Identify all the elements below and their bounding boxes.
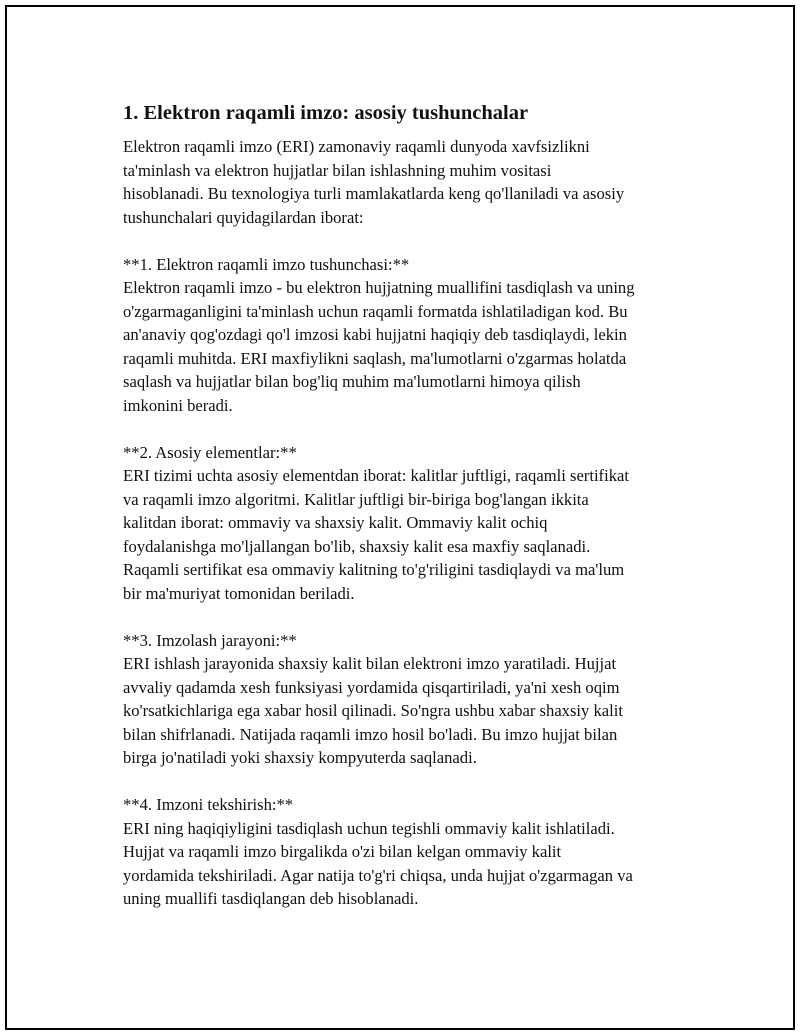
text-line: kalitdan iborat: ommaviy va shaxsiy kalit. Ommaviy kalit ochiq (123, 513, 548, 532)
text-line: o'zgarmaganligini ta'minlash uchun raqamli formatda ishlatiladigan kod. Bu (123, 301, 628, 321)
text-line: tushunchalari quyidagilardan iborat: (123, 207, 364, 227)
text-line: bilan shifrlanadi. Natijada raqamli imzo hosil bo'ladi. Bu imzo hujjat bilan (123, 724, 618, 744)
text-line: avvaliy qadamda xesh funksiyasi yordamida qisqartiriladi, ya'ni xesh oqim (123, 677, 620, 697)
text-line: an'anaviy qog'ozdagi qo'l imzosi kabi hujjatni haqiqiy deb tasdiqlaydi, lekin (123, 325, 627, 344)
section-heading: **3. Imzolash jarayoni:** (123, 630, 297, 650)
paragraph-gap (123, 417, 703, 441)
page-title: 1. Elektron raqamli imzo: asosiy tushunchalar (123, 102, 529, 124)
paragraph-gap (123, 605, 703, 629)
paragraph-gap (123, 229, 703, 253)
section-heading: **1. Elektron raqamli imzo tushunchasi:** (123, 254, 410, 274)
text-line: Raqamli sertifikat esa ommaviy kalitning to'g'riligini tasdiqlaydi va ma'lum (123, 560, 625, 579)
text-line: ko'rsatkichlariga ega xabar hosil qilinadi. So'ngra ushbu xabar shaxsiy kalit (123, 701, 623, 720)
text-line: imkonini beradi. (123, 395, 233, 415)
text-line: ERI ning haqiqiyligini tasdiqlash uchun tegishli ommaviy kalit ishlatiladi. (123, 818, 615, 838)
text-line: yordamida tekshiriladi. Agar natija to'g'ri chiqsa, unda hujjat o'zgarmagan va (123, 865, 633, 885)
text-line: ERI ishlash jarayonida shaxsiy kalit bilan elektroni imzo yaratiladi. Hujjat (123, 654, 617, 673)
text-line: ERI tizimi uchta asosiy elementdan iborat: kalitlar juftligi, raqamli sertifikat (123, 466, 629, 485)
section-4 (123, 793, 703, 911)
document-body (123, 100, 703, 911)
intro-paragraph (123, 135, 703, 253)
text-line: foydalanishga mo'ljallangan bo'lib, shaxsiy kalit esa maxfiy saqlanadi. (123, 536, 591, 556)
page-frame (5, 5, 795, 1030)
section-heading: **4. Imzoni tekshirish:** (123, 795, 294, 814)
text-line: bir ma'muriyat tomonidan beriladi. (123, 583, 355, 603)
text-line: hisoblanadi. Bu texnologiya turli mamlakatlarda keng qo'llaniladi va asosiy (123, 184, 625, 203)
text-line: uning muallifi tasdiqlangan deb hisoblanadi. (123, 889, 419, 908)
text-line: ta'minlash va elektron hujjatlar bilan ishlashning muhim vositasi (123, 160, 552, 180)
text-line: saqlash va hujjatlar bilan bog'liq muhim ma'lumotlarni himoya qilish (123, 372, 581, 391)
text-line: Elektron raqamli imzo (ERI) zamonaviy raqamli dunyoda xavfsizlikni (123, 137, 590, 156)
section-3 (123, 629, 703, 794)
text-line: raqamli muhitda. ERI maxfiylikni saqlash, ma'lumotlarni o'zgarmas holatda (123, 348, 627, 368)
text-line: Elektron raqamli imzo - bu elektron hujjatning muallifini tasdiqlash va uning (123, 278, 635, 297)
text-line: birga jo'natiladi yoki shaxsiy kompyuterda saqlanadi. (123, 748, 477, 767)
text-line: va raqamli imzo algoritmi. Kalitlar juftligi bir-biriga bog'langan ikkita (123, 489, 589, 509)
section-1 (123, 253, 703, 441)
section-heading: **2. Asosiy elementlar:** (123, 442, 297, 462)
paragraph-gap (123, 770, 703, 794)
section-2 (123, 441, 703, 629)
text-line: Hujjat va raqamli imzo birgalikda o'zi bilan kelgan ommaviy kalit (123, 842, 562, 861)
